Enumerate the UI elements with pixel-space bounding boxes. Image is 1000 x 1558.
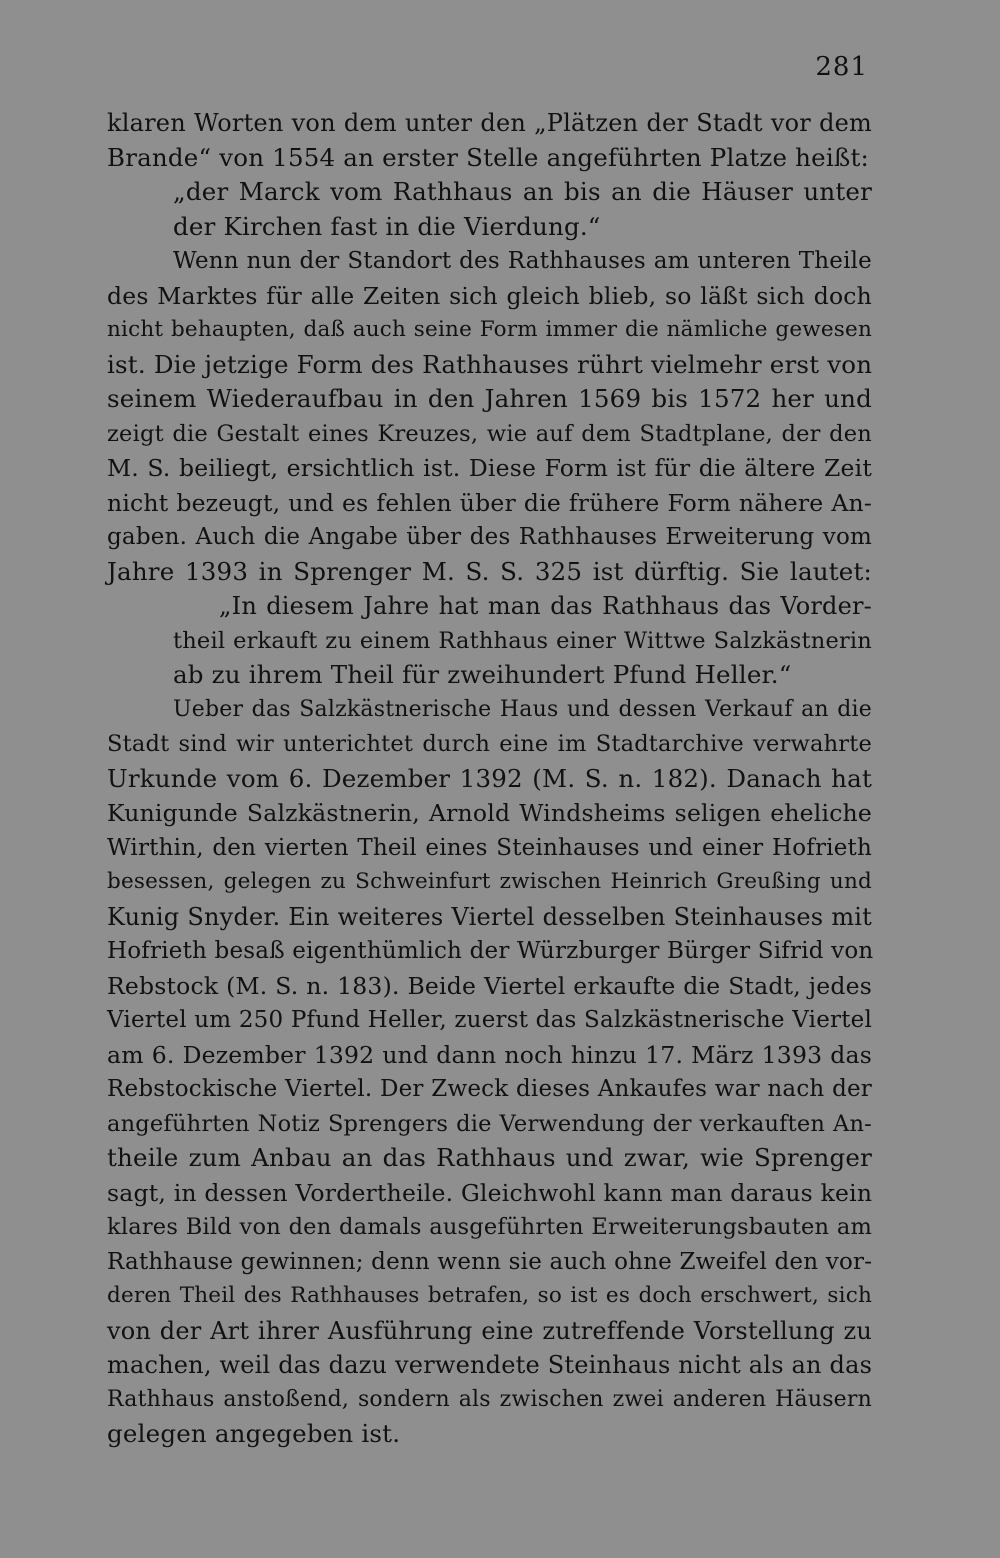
text-line: theil erkauft zu einem Rathhaus einer Wittwe Salzkästnerin xyxy=(173,627,872,654)
text-line: Rathhause gewinnen; denn wenn sie auch ohne Zweifel den vor- xyxy=(107,1248,873,1275)
text-line: Kunigunde Salzkästnerin, Arnold Windsheims seligen eheliche xyxy=(107,799,872,827)
text-line: gelegen angegeben ist. xyxy=(107,1419,401,1448)
text-line: ab zu ihrem Theil für zweihundert Pfund Heller.“ xyxy=(173,660,792,689)
text-line: Urkunde vom 6. Dezember 1392 (M. S. n. 182). Danach hat xyxy=(107,763,872,793)
text-line: Wirthin, den vierten Theil eines Steinhauses und einer Hofrieth xyxy=(107,834,872,861)
text-line: Rebstockische Viertel. Der Zweck dieses Ankaufes war nach der xyxy=(107,1076,872,1102)
text-line: „In diesem Jahre hat man das Rathhaus das Vorder- xyxy=(219,592,872,620)
text-line: „der Marck vom Rathhaus an bis an die Häuser unter xyxy=(173,177,872,206)
text-line: Viertel um 250 Pfund Heller, zuerst das Salzkästnerische Viertel xyxy=(107,1007,873,1033)
text-line: ist. Die jetzige Form des Rathhauses rührt vielmehr erst von xyxy=(107,349,873,379)
text-line: der Kirchen fast in die Vierdung.“ xyxy=(173,211,601,241)
text-line: zeigt die Gestalt eines Kreuzes, wie auf dem Stadtplane, der den xyxy=(107,420,872,447)
text-line: Brande“ von 1554 an erster Stelle angeführten Platze heißt: xyxy=(107,142,869,172)
text-line: nicht bezeugt, und es fehlen über die frühere Form nähere An- xyxy=(107,488,872,517)
text-line: gaben. Auch die Angabe über des Rathhauses Erweiterung vom xyxy=(107,524,872,550)
text-line: Jahre 1393 in Sprenger M. S. S. 325 ist dürftig. Sie lautet: xyxy=(107,556,872,586)
text-line: Rathhaus anstoßend, sondern als zwischen zwei anderen Häusern xyxy=(107,1386,872,1412)
text-line: Ueber das Salzkästnerische Haus und dessen Verkauf an die xyxy=(173,696,872,722)
text-line: am 6. Dezember 1392 und dann noch hinzu 17. März 1393 das xyxy=(107,1040,872,1069)
text-line: von der Art ihrer Ausführung eine zutreffende Vorstellung zu xyxy=(107,1316,872,1345)
text-line: M. S. beiliegt, ersichtlich ist. Diese Form ist für die ältere Zeit xyxy=(107,454,872,482)
text-line: deren Theil des Rathhauses betrafen, so ist es doch erschwert, sich xyxy=(107,1283,872,1308)
text-line: sagt, in dessen Vordertheile. Gleichwohl kann man daraus kein xyxy=(107,1178,873,1207)
text-line: Hofrieth besaß eigenthümlich der Würzburger Bürger Sifrid von xyxy=(107,938,874,964)
text-line: machen, weil das dazu verwendete Steinhaus nicht als an das xyxy=(107,1351,873,1379)
text-line: Wenn nun der Standort des Rathhauses am unteren Theile xyxy=(173,248,872,274)
text-line: klares Bild von den damals ausgeführten Erweiterungsbauten am xyxy=(107,1214,872,1240)
text-line: Stadt sind wir unterichtet durch eine im Stadtarchive verwahrte xyxy=(107,731,872,757)
text-line: klaren Worten von dem unter den „Plätzen der Stadt vor dem xyxy=(107,109,872,137)
text-line: seinem Wiederaufbau in den Jahren 1569 bis 1572 her und xyxy=(107,384,872,413)
page-number: 281 xyxy=(815,52,868,82)
text-line: theile zum Anbau an das Rathhaus und zwar, wie Sprenger xyxy=(107,1143,872,1172)
text-line: angeführten Notiz Sprengers die Verwendung der verkauften An- xyxy=(107,1110,872,1137)
text-line: Rebstock (M. S. n. 183). Beide Viertel erkaufte die Stadt, jedes xyxy=(107,971,872,1000)
text-line: besessen, gelegen zu Schweinfurt zwischen Heinrich Greußing und xyxy=(107,869,872,894)
text-line: nicht behaupten, daß auch seine Form immer die nämliche gewesen xyxy=(107,317,872,342)
text-line: des Marktes für alle Zeiten sich gleich blieb, so läßt sich doch xyxy=(107,281,872,310)
body-text xyxy=(107,106,872,1452)
text-line: Kunig Snyder. Ein weiteres Viertel desselben Steinhauses mit xyxy=(107,902,872,931)
